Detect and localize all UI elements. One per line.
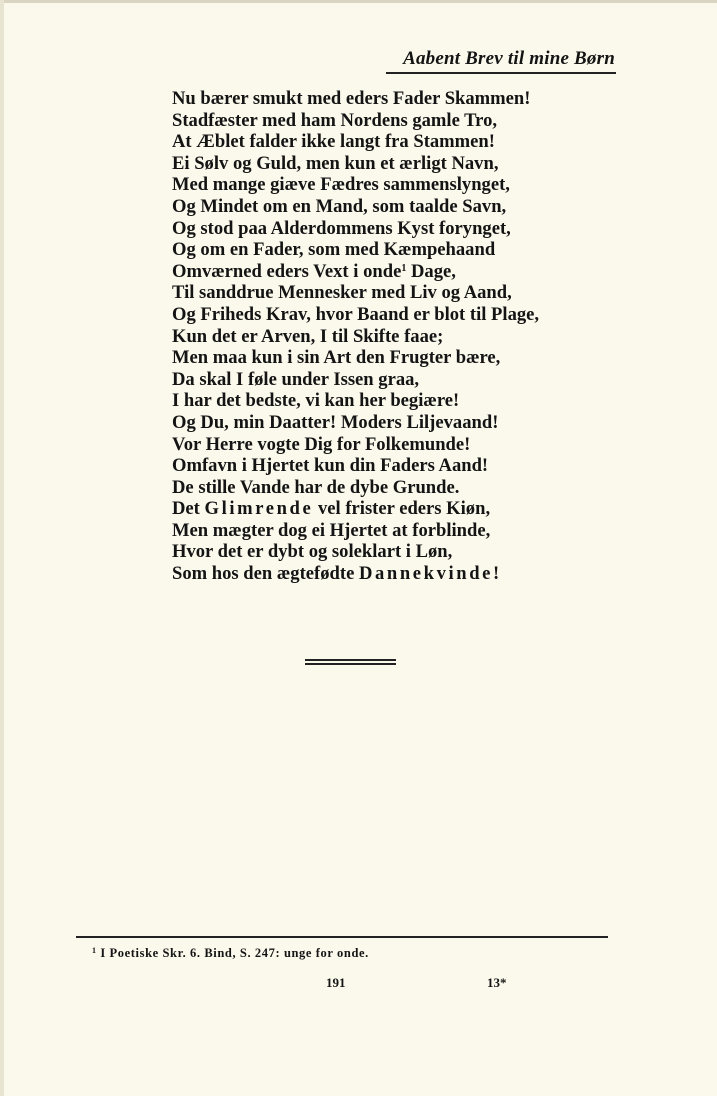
poem-line: Og Friheds Krav, hvor Baand er blot til Plage, xyxy=(172,303,540,325)
poem-line: Med mange giæve Fædres sammenslynget, xyxy=(172,174,510,196)
ornament-rule-bottom xyxy=(305,663,396,665)
page-number: 191 xyxy=(326,975,346,990)
footnote-marker: 1 xyxy=(92,946,97,955)
poem-line xyxy=(172,563,539,585)
footnote xyxy=(92,946,369,961)
poem-line: Og Mindet om en Mand, som taalde Savn, xyxy=(172,195,507,217)
poem-line: Men maa kun i sin Art den Frugter bære, xyxy=(172,347,501,369)
poem-line-part: Som hos den ægtefødte xyxy=(172,563,359,585)
poem-line: Til sanddrue Mennesker med Liv og Aand, xyxy=(172,282,512,304)
poem-line: Men mægter dog ei Hjertet at forblinde, xyxy=(172,519,491,541)
poem-line-part: Det xyxy=(172,498,205,520)
footnote-text: I Poetiske Skr. 6. Bind, S. 247: unge for onde. xyxy=(100,946,369,960)
poem-line: Og stod paa Alderdommens Kyst forynget, xyxy=(172,217,511,239)
poem-line: I har det bedste, vi kan her begiære! xyxy=(172,390,460,412)
running-header: Aabent Brev til mine Børn xyxy=(403,48,615,69)
poem-line: Stadfæster med ham Nordens gamle Tro, xyxy=(172,109,498,131)
poem-line-part: Dannekvinde xyxy=(358,563,493,585)
poem-line xyxy=(172,261,539,283)
poem-line-part: Dage, xyxy=(406,260,456,282)
poem-line: Da skal I føle under Issen graa, xyxy=(172,368,420,390)
poem-line xyxy=(172,498,539,520)
poem-line: Og om en Fader, som med Kæmpehaand xyxy=(172,239,496,261)
poem-line-part: Glimrende xyxy=(204,498,314,520)
poem-line: Kun det er Arven, I til Skifte faae; xyxy=(172,325,444,347)
ornament-rule-top xyxy=(305,659,396,661)
poem-line: Hvor det er dybt og soleklart i Løn, xyxy=(172,541,453,563)
poem-line: Omfavn i Hjertet kun din Faders Aand! xyxy=(172,455,489,477)
poem-line-part: ! xyxy=(492,563,500,585)
poem-line-part: Omværned eders Vext i onde xyxy=(172,260,402,282)
poem-line: De stille Vande har de dybe Grunde. xyxy=(172,476,460,498)
poem-line-part: vel frister eders Kiøn, xyxy=(313,498,491,520)
footnote-rule xyxy=(76,936,608,938)
poem-line: Vor Herre vogte Dig for Folkemunde! xyxy=(172,433,471,455)
scan-top-edge xyxy=(0,0,717,3)
scan-left-edge xyxy=(0,0,4,1096)
poem-line: Og Du, min Daatter! Moders Liljevaand! xyxy=(172,411,499,433)
poem xyxy=(172,88,539,585)
poem-line: At Æblet falder ikke langt fra Stammen! xyxy=(172,131,495,153)
signature-mark: 13* xyxy=(487,975,507,990)
header-rule xyxy=(386,72,616,74)
footnote-reference: 1 xyxy=(401,262,407,274)
poem-line: Ei Sølv og Guld, men kun et ærligt Navn, xyxy=(172,152,499,174)
poem-line: Nu bærer smukt med eders Fader Skammen! xyxy=(172,88,531,109)
